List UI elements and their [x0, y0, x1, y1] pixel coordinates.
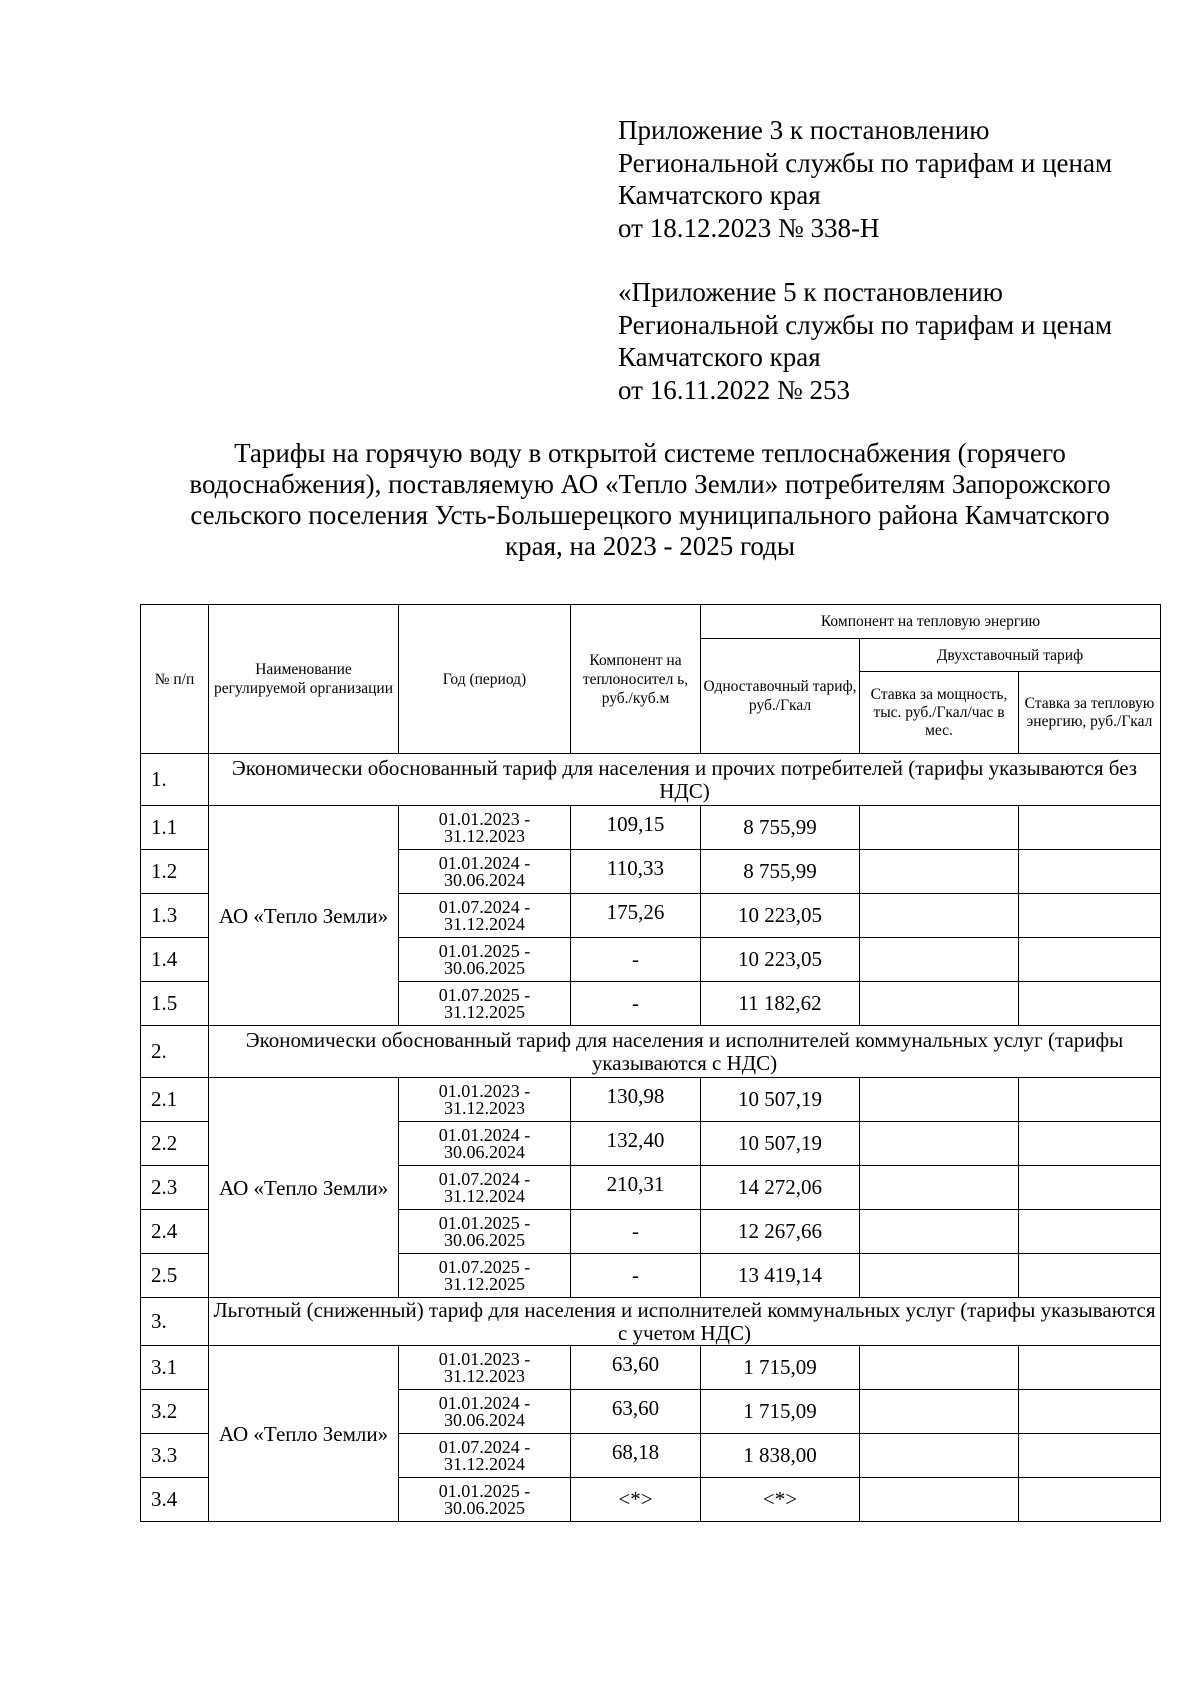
- header-carrier-component: Компонент на теплоносител ь, руб./куб.м: [571, 605, 701, 754]
- carrier-component-value: -: [571, 938, 701, 982]
- energy-rate-value: [1019, 938, 1161, 982]
- carrier-component-value: 68,18: [571, 1434, 701, 1478]
- original-appendix-line: Региональной службы по тарифам и ценам: [618, 309, 1113, 340]
- row-number: 2.4: [141, 1210, 209, 1254]
- carrier-component-value: -: [571, 1254, 701, 1298]
- header-two-part-tariff: Двухставочный тариф: [860, 639, 1161, 672]
- organization-name: АО «Тепло Земли»: [209, 806, 399, 1026]
- section-header-row: [141, 1026, 1161, 1078]
- carrier-component-value: 110,33: [571, 850, 701, 894]
- energy-rate-value: [1019, 1434, 1161, 1478]
- table-row: [141, 1078, 1161, 1122]
- section-title: Льготный (сниженный) тариф для населения и исполнителей коммунальных услуг (тарифы указываются с учетом НДС): [209, 1298, 1161, 1346]
- row-number: 2.5: [141, 1254, 209, 1298]
- single-rate-value: 13 419,14: [701, 1254, 860, 1298]
- period-cell: 01.01.2025 - 30.06.2025: [399, 938, 571, 982]
- row-number: 3.3: [141, 1434, 209, 1478]
- capacity-rate-value: [860, 1122, 1019, 1166]
- section-title: Экономически обоснованный тариф для населения и исполнителей коммунальных услуг (тарифы указываются с НДС): [209, 1026, 1161, 1078]
- energy-rate-value: [1019, 1210, 1161, 1254]
- capacity-rate-value: [860, 1434, 1019, 1478]
- document-title: [150, 438, 1150, 562]
- table-row: [141, 806, 1161, 850]
- header-capacity-rate: Ставка за мощность, тыс. руб./Гкал/час в мес.: [860, 672, 1019, 754]
- period-cell: 01.01.2025 - 30.06.2025: [399, 1478, 571, 1522]
- header-organization: Наименование регулируемой организации: [209, 605, 399, 754]
- row-number: 1.5: [141, 982, 209, 1026]
- single-rate-value: 8 755,99: [701, 850, 860, 894]
- capacity-rate-value: [860, 850, 1019, 894]
- appendix-line: Региональной службы по тарифам и ценам: [618, 147, 1113, 178]
- period-cell: 01.07.2024 - 31.12.2024: [399, 894, 571, 938]
- energy-rate-value: [1019, 1346, 1161, 1390]
- single-rate-value: 12 267,66: [701, 1210, 860, 1254]
- period-cell: 01.01.2024 - 30.06.2024: [399, 1390, 571, 1434]
- single-rate-value: 1 715,09: [701, 1346, 860, 1390]
- energy-rate-value: [1019, 894, 1161, 938]
- capacity-rate-value: [860, 1390, 1019, 1434]
- header-energy-rate: Ставка за тепловую энергию, руб./Гкал: [1019, 672, 1161, 754]
- carrier-component-value: 132,40: [571, 1122, 701, 1166]
- single-rate-value: 14 272,06: [701, 1166, 860, 1210]
- original-appendix-line: Камчатского края: [618, 342, 821, 372]
- organization-name: АО «Тепло Земли»: [209, 1078, 399, 1298]
- single-rate-value: <*>: [701, 1478, 860, 1522]
- energy-rate-value: [1019, 1390, 1161, 1434]
- section-number: 2.: [141, 1026, 209, 1078]
- section-header-row: [141, 1298, 1161, 1346]
- single-rate-value: 1 838,00: [701, 1434, 860, 1478]
- energy-rate-value: [1019, 850, 1161, 894]
- single-rate-value: 11 182,62: [701, 982, 860, 1026]
- appendix-line: Приложение 3 к постановлению: [618, 115, 990, 145]
- period-cell: 01.01.2024 - 30.06.2024: [399, 850, 571, 894]
- original-appendix-reference: [618, 276, 1178, 406]
- period-cell: 01.01.2023 - 31.12.2023: [399, 806, 571, 850]
- carrier-component-value: 130,98: [571, 1078, 701, 1122]
- capacity-rate-value: [860, 1078, 1019, 1122]
- period-cell: 01.07.2024 - 31.12.2024: [399, 1166, 571, 1210]
- capacity-rate-value: [860, 894, 1019, 938]
- title-line: водоснабжения), поставляемую АО «Тепло Земли» потребителям Запорожского: [189, 469, 1111, 499]
- tariff-table: [140, 604, 1161, 1522]
- title-line: края, на 2023 - 2025 годы: [505, 531, 795, 561]
- carrier-component-value: 63,60: [571, 1390, 701, 1434]
- appendix-reference: [618, 114, 1178, 244]
- single-rate-value: 10 223,05: [701, 938, 860, 982]
- capacity-rate-value: [860, 1478, 1019, 1522]
- carrier-component-value: -: [571, 1210, 701, 1254]
- header-heat-component: Компонент на тепловую энергию: [701, 605, 1161, 639]
- row-number: 3.2: [141, 1390, 209, 1434]
- title-line: Тарифы на горячую воду в открытой системе теплоснабжения (горячего: [234, 438, 1066, 468]
- table-row: [141, 1346, 1161, 1390]
- period-cell: 01.07.2024 - 31.12.2024: [399, 1434, 571, 1478]
- carrier-component-value: <*>: [571, 1478, 701, 1522]
- appendix-line: от 18.12.2023 № 338-Н: [618, 212, 880, 243]
- row-number: 1.2: [141, 850, 209, 894]
- energy-rate-value: [1019, 1078, 1161, 1122]
- row-number: 1.3: [141, 894, 209, 938]
- row-number: 1.4: [141, 938, 209, 982]
- carrier-component-value: 63,60: [571, 1346, 701, 1390]
- row-number: 3.4: [141, 1478, 209, 1522]
- period-cell: 01.01.2023 - 31.12.2023: [399, 1346, 571, 1390]
- section-title: Экономически обоснованный тариф для населения и прочих потребителей (тарифы указываются без НДС): [209, 754, 1161, 806]
- carrier-component-value: -: [571, 982, 701, 1026]
- original-appendix-line: от 16.11.2022 № 253: [618, 374, 850, 405]
- row-number: 2.2: [141, 1122, 209, 1166]
- capacity-rate-value: [860, 982, 1019, 1026]
- row-number: 3.1: [141, 1346, 209, 1390]
- capacity-rate-value: [860, 1210, 1019, 1254]
- single-rate-value: 10 223,05: [701, 894, 860, 938]
- row-number: 2.1: [141, 1078, 209, 1122]
- period-cell: 01.07.2025 - 31.12.2025: [399, 1254, 571, 1298]
- original-appendix-line: «Приложение 5 к постановлению: [618, 277, 1003, 307]
- energy-rate-value: [1019, 1122, 1161, 1166]
- organization-name: АО «Тепло Земли»: [209, 1346, 399, 1522]
- header-single-rate: Одноставочный тариф, руб./Гкал: [701, 639, 860, 754]
- row-number: 2.3: [141, 1166, 209, 1210]
- carrier-component-value: 109,15: [571, 806, 701, 850]
- energy-rate-value: [1019, 806, 1161, 850]
- single-rate-value: 8 755,99: [701, 806, 860, 850]
- period-cell: 01.01.2023 - 31.12.2023: [399, 1078, 571, 1122]
- period-cell: 01.01.2024 - 30.06.2024: [399, 1122, 571, 1166]
- carrier-component-value: 210,31: [571, 1166, 701, 1210]
- section-number: 3.: [141, 1298, 209, 1346]
- period-cell: 01.01.2025 - 30.06.2025: [399, 1210, 571, 1254]
- section-header-row: [141, 754, 1161, 806]
- single-rate-value: 10 507,19: [701, 1078, 860, 1122]
- title-line: сельского поселения Усть-Большерецкого муниципального района Камчатского: [190, 500, 1110, 530]
- section-number: 1.: [141, 754, 209, 806]
- header-num: № п/п: [141, 605, 209, 754]
- row-number: 1.1: [141, 806, 209, 850]
- period-cell: 01.07.2025 - 31.12.2025: [399, 982, 571, 1026]
- energy-rate-value: [1019, 1254, 1161, 1298]
- header-period: Год (период): [399, 605, 571, 754]
- single-rate-value: 10 507,19: [701, 1122, 860, 1166]
- capacity-rate-value: [860, 806, 1019, 850]
- capacity-rate-value: [860, 938, 1019, 982]
- energy-rate-value: [1019, 1478, 1161, 1522]
- capacity-rate-value: [860, 1166, 1019, 1210]
- appendix-line: Камчатского края: [618, 180, 821, 210]
- single-rate-value: 1 715,09: [701, 1390, 860, 1434]
- energy-rate-value: [1019, 982, 1161, 1026]
- carrier-component-value: 175,26: [571, 894, 701, 938]
- energy-rate-value: [1019, 1166, 1161, 1210]
- capacity-rate-value: [860, 1346, 1019, 1390]
- capacity-rate-value: [860, 1254, 1019, 1298]
